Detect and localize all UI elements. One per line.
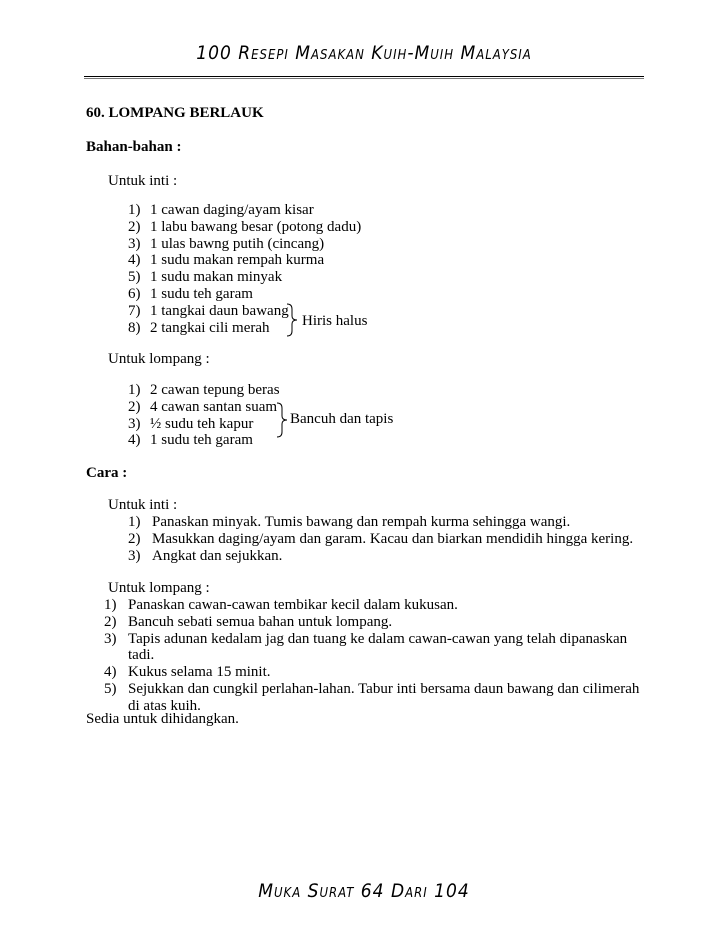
filling-method-label: Untuk inti : — [108, 497, 178, 513]
list-item: 2) 4 cawan santan suam — [128, 398, 278, 415]
ingredients-label: Bahan-bahan : — [86, 139, 182, 155]
page-number: Muka Surat 64 Dari 104 — [258, 880, 470, 902]
list-item: 6) 1 sudu teh garam — [128, 285, 253, 302]
list-item: 3) 1 ulas bawng putih (cincang) — [128, 235, 325, 252]
list-item: 1) 1 cawan daging/ayam kisar — [128, 202, 314, 218]
list-item: 2) Bancuh sebati semua bahan untuk lompang. — [104, 613, 393, 630]
list-item: 5) Sejukkan dan cungkil perlahan-lahan. Tabur inti bersama daun bawang dan cilimerah di atas kuih. — [104, 680, 640, 714]
list-item: 1) Panaskan minyak. Tumis bawang dan rempah kurma sehingga wangi. — [128, 514, 571, 530]
lompang-ingredients-label: Untuk lompang : — [108, 351, 210, 367]
list-item: 3) Tapis adunan kedalam jag dan tuang ke dalam cawan-cawan yang telah dipanaskan tadi. — [104, 630, 628, 664]
list-item: 8) 2 tangkai cili merah — [128, 319, 270, 336]
list-item: 1) Panaskan cawan-cawan tembikar kecil dalam kukusan. — [104, 597, 458, 613]
filling-method-steps — [128, 514, 648, 564]
recipe-title: 60. LOMPANG BERLAUK — [86, 105, 264, 121]
filling-ingredients-label: Untuk inti : — [108, 173, 178, 189]
lompang-method-steps — [104, 597, 640, 715]
list-item: 3) Angkat dan sejukkan. — [128, 547, 283, 564]
list-item: 1) 2 cawan tepung beras — [128, 382, 280, 398]
list-item: 2) Masukkan daging/ayam dan garam. Kacau dan biarkan mendidih hingga kering. — [128, 530, 634, 547]
header-rule — [84, 76, 644, 79]
lompang-method-label: Untuk lompang : — [108, 580, 210, 596]
method-label: Cara : — [86, 465, 128, 481]
list-item: 5) 1 sudu makan minyak — [128, 269, 283, 286]
list-item: 7) 1 tangkai daun bawang — [128, 302, 289, 319]
right-brace-icon — [285, 303, 299, 337]
list-item: 4) Kukus selama 15 minit. — [104, 664, 271, 681]
list-item: 3) ½ sudu teh kapur — [128, 415, 254, 432]
lompang-ingredient-list — [128, 382, 280, 449]
closing-note: Sedia untuk dihidangkan. — [86, 711, 239, 727]
list-item: 4) 1 sudu makan rempah kurma — [128, 252, 325, 269]
list-item: 4) 1 sudu teh garam — [128, 432, 253, 449]
list-item: 2) 1 labu bawang besar (potong dadu) — [128, 218, 362, 235]
lompang-group-note: Bancuh dan tapis — [290, 411, 394, 427]
page-header: 100 Resepi Masakan Kuih-Muih Malaysia — [196, 42, 532, 64]
right-brace-icon — [275, 402, 289, 438]
filling-group-note: Hiris halus — [302, 313, 368, 329]
